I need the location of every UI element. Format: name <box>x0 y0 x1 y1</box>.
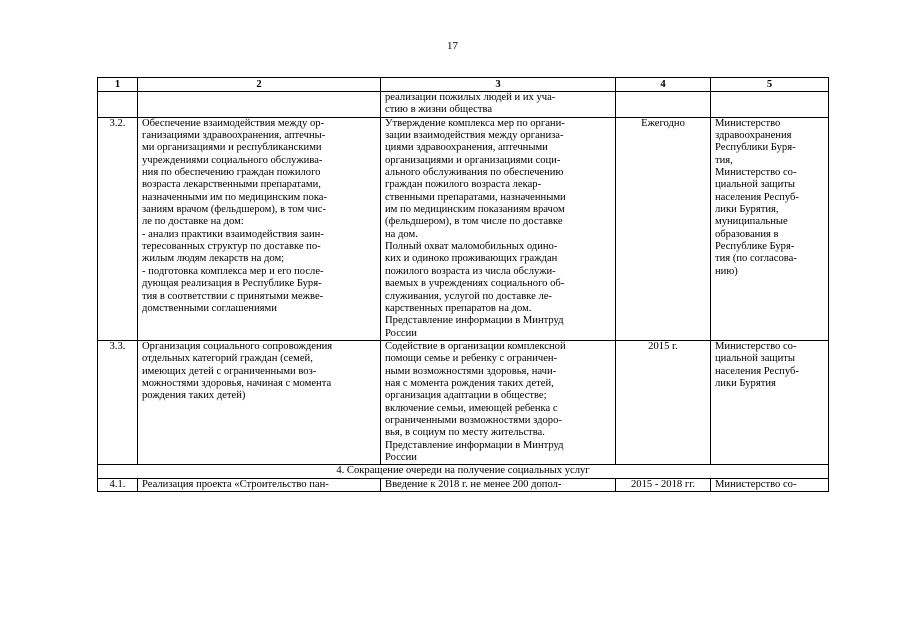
text-line: учреждениями социального обслужива- <box>142 154 323 166</box>
text-line: ми организациями и республиканскими <box>142 142 322 154</box>
text-line: организациями и организациями соци- <box>385 154 561 166</box>
text-line: на дом. <box>385 228 418 240</box>
empty-cell <box>98 92 138 118</box>
responsible-cell <box>711 340 829 464</box>
table-row <box>98 117 829 340</box>
text-line: карственных препаратов на дом. <box>385 302 532 314</box>
table-header-row <box>98 78 829 92</box>
measure-cell <box>138 340 381 464</box>
text-line: ального обслуживания по обеспечению <box>385 167 564 179</box>
text-line: ственными препаратами, назначенными <box>385 191 566 203</box>
text-line: им по медицинским показаниям врачом <box>385 204 565 216</box>
text-line: Полный охват маломобильных одино- <box>385 241 558 253</box>
text-line: - анализ практики взаимодействия заин- <box>142 228 324 240</box>
responsible-cell <box>711 117 829 340</box>
text-line: ваемых в учреждениях социального об- <box>385 278 565 290</box>
text-line: вья, в социум по месту жительства. <box>385 427 545 439</box>
text-line: населения Респуб- <box>715 191 799 203</box>
text-line: Республике Буря- <box>715 241 795 253</box>
text-line: жилым людям лекарств на дом; <box>142 253 285 265</box>
text-line: образования в <box>715 228 779 240</box>
text-line: отдельных категорий граждан (семей, <box>142 353 313 365</box>
section-heading-row <box>98 465 829 478</box>
text-line: домственными соглашениями <box>142 302 277 314</box>
text-line: здравоохранения <box>715 130 792 142</box>
table-row <box>98 92 829 118</box>
text-line: тия в соответствии с принятыми межве- <box>142 290 324 302</box>
text-line: стию в жизни общества <box>385 104 493 116</box>
text-line: пожилого возраста из числа обслужи- <box>385 265 556 277</box>
text-line: можностями здоровья, начиная с момента <box>142 377 332 389</box>
row-number: 3.2. <box>98 117 138 340</box>
header-cell: 3 <box>381 78 616 92</box>
result-cell <box>381 117 616 340</box>
text-line: Министерство со- <box>715 340 797 352</box>
text-line: России <box>385 451 417 463</box>
text-line: - подготовка комплекса мер и его после- <box>142 265 324 277</box>
text-line: граждан пожилого возраста лекар- <box>385 179 542 191</box>
text-line: тересованных структур по доставке по- <box>142 241 321 253</box>
text-line: нию) <box>715 265 738 277</box>
text-line: ными возможностями здоровья, начи- <box>385 365 557 377</box>
text-line: Республики Буря- <box>715 142 796 154</box>
deadline-cell: 2015 - 2018 гг. <box>616 478 711 491</box>
text-line: зации взаимодействия между организа- <box>385 130 564 142</box>
text-line: лики Бурятия <box>715 377 776 389</box>
continuation-text-cell <box>381 92 616 118</box>
header-cell: 1 <box>98 78 138 92</box>
header-cell: 2 <box>138 78 381 92</box>
text-line: ганизациями здравоохранения, аптечны- <box>142 130 326 142</box>
text-line: Министерство со- <box>715 167 797 179</box>
row-number: 4.1. <box>98 478 138 491</box>
text-line: заниям врачом (фельдшером), в том чис- <box>142 204 326 216</box>
deadline-cell: 2015 г. <box>616 340 711 464</box>
row-number: 3.3. <box>98 340 138 464</box>
table-row <box>98 478 829 491</box>
text-line: циальной защиты <box>715 353 795 365</box>
text-line: возраста лекарственными препаратами, <box>142 179 321 191</box>
text-line: Организация социального сопровождения <box>142 340 333 352</box>
text-line: России <box>385 327 417 339</box>
text-line: имеющих детей с ограниченными воз- <box>142 365 317 377</box>
text-line: служивания, услугой по доставке ле- <box>385 290 552 302</box>
text-line: ограниченными возможностями здоро- <box>385 414 562 426</box>
section-title: 4. Сокращение очереди на получение социальных услуг <box>98 465 829 478</box>
text-line: тия, <box>715 154 733 166</box>
table-row <box>98 340 829 464</box>
text-line: циями здравоохранения, аптечными <box>385 142 548 154</box>
result-cell: Введение к 2018 г. не менее 200 допол- <box>381 478 616 491</box>
text-line: Утверждение комплекса мер по органи- <box>385 117 565 129</box>
text-line: населения Респуб- <box>715 365 799 377</box>
measures-table <box>97 77 829 492</box>
text-line: муниципальные <box>715 216 788 228</box>
text-line: ле по доставке на дом: <box>142 216 244 228</box>
text-line: назначенными им по медицинским пока- <box>142 191 328 203</box>
text-line: лики Бурятия, <box>715 204 779 216</box>
measure-cell: Реализация проекта «Строительство пан- <box>138 478 381 491</box>
header-cell: 5 <box>711 78 829 92</box>
text-line: Обеспечение взаимодействия между ор- <box>142 117 325 129</box>
text-line: циальной защиты <box>715 179 795 191</box>
text-line: тия (по согласова- <box>715 253 797 265</box>
text-line: Представление информации в Минтруд <box>385 315 564 327</box>
deadline-cell: Ежегодно <box>616 117 711 340</box>
text-line: организация адаптации в обществе; <box>385 390 547 402</box>
text-line: рождения таких детей) <box>142 390 246 402</box>
text-line: реализации пожилых людей и их уча- <box>385 92 556 103</box>
text-line: Министерство <box>715 117 781 129</box>
result-cell <box>381 340 616 464</box>
page-number: 17 <box>447 40 458 52</box>
text-line: ная с момента рождения таких детей, <box>385 377 554 389</box>
text-line: Представление информации в Минтруд <box>385 439 564 451</box>
text-line: ких и одиноко проживающих граждан <box>385 253 558 265</box>
empty-cell <box>616 92 711 118</box>
text-line: Содействие в организации комплексной <box>385 340 566 352</box>
measure-cell <box>138 117 381 340</box>
empty-cell <box>711 92 829 118</box>
responsible-cell: Министерство со- <box>711 478 829 491</box>
empty-cell <box>138 92 381 118</box>
header-cell: 4 <box>616 78 711 92</box>
text-line: включение семьи, имеющей ребенка с <box>385 402 558 414</box>
text-line: ния по обеспечению граждан пожилого <box>142 167 321 179</box>
text-line: (фельдшером), в том числе по доставке <box>385 216 563 228</box>
text-line: дующая реализация в Республике Буря- <box>142 278 322 290</box>
text-line: помощи семье и ребенку с ограничен- <box>385 353 558 365</box>
